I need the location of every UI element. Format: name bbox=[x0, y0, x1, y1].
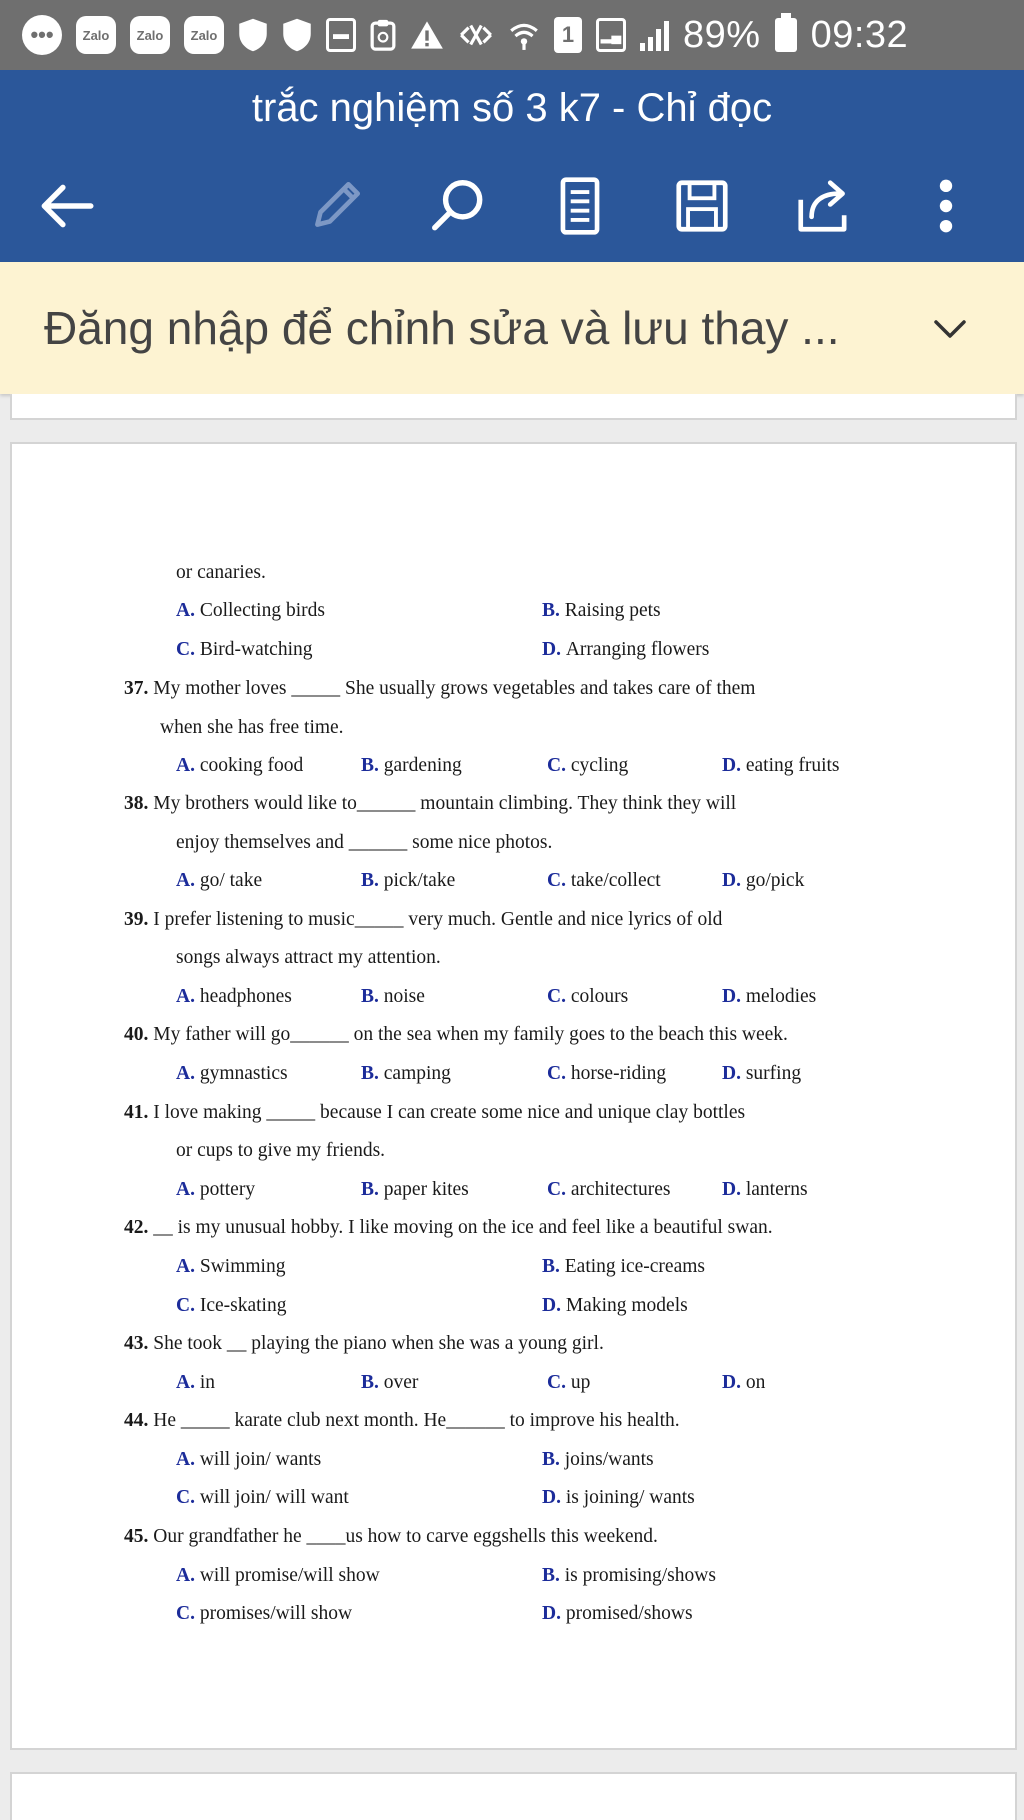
warning-icon bbox=[410, 19, 444, 51]
option-text: colours bbox=[570, 986, 629, 1007]
option-letter: C. bbox=[547, 986, 571, 1007]
question-line bbox=[124, 1218, 773, 1238]
option-text: Making models bbox=[565, 1295, 688, 1316]
option-letter: B. bbox=[542, 1565, 565, 1586]
option-letter: A. bbox=[176, 1372, 200, 1393]
wifi-icon bbox=[508, 19, 540, 51]
zalo-icon: Zalo bbox=[184, 16, 224, 54]
question-line bbox=[124, 1411, 680, 1431]
answer-option bbox=[176, 1180, 255, 1200]
question-continuation: songs always attract my attention. bbox=[176, 947, 441, 968]
pencil-icon bbox=[305, 175, 367, 237]
share-button[interactable] bbox=[774, 156, 874, 256]
option-letter: B. bbox=[361, 755, 384, 776]
answer-option bbox=[176, 1604, 352, 1624]
shield-icon bbox=[238, 17, 268, 53]
option-letter: A. bbox=[176, 1179, 200, 1200]
question-number: 45. bbox=[124, 1526, 154, 1547]
reading-mode-button[interactable] bbox=[530, 156, 630, 256]
answer-option bbox=[542, 1257, 705, 1277]
battery-percent: 89% bbox=[683, 13, 761, 56]
clipboard-icon bbox=[370, 18, 396, 52]
zalo-icon: Zalo bbox=[130, 16, 170, 54]
answer-option bbox=[176, 601, 325, 621]
chat-bubble-icon: ••• bbox=[22, 15, 62, 55]
question-continuation: enjoy themselves and ______ some nice photos. bbox=[176, 832, 553, 853]
option-text: over bbox=[383, 1372, 419, 1393]
answer-option bbox=[542, 1450, 654, 1470]
option-text: Ice-skating bbox=[199, 1295, 287, 1316]
option-text: pottery bbox=[199, 1179, 256, 1200]
answer-option bbox=[176, 1296, 286, 1316]
option-letter: D. bbox=[722, 1372, 746, 1393]
question-number: 44. bbox=[124, 1410, 154, 1431]
reading-mode-icon bbox=[549, 175, 611, 237]
document-page[interactable] bbox=[10, 442, 1017, 1750]
option-text: in bbox=[199, 1372, 216, 1393]
question-line bbox=[124, 1103, 745, 1123]
option-letter: A. bbox=[176, 1063, 200, 1084]
question-continuation: or cups to give my friends. bbox=[176, 1140, 386, 1161]
answer-option bbox=[176, 640, 312, 660]
option-text: gardening bbox=[383, 755, 462, 776]
app-header bbox=[0, 70, 1024, 262]
question-line bbox=[124, 794, 736, 814]
answer-option bbox=[361, 871, 455, 891]
search-button[interactable] bbox=[408, 156, 508, 256]
answer-option bbox=[176, 1064, 288, 1084]
answer-option bbox=[547, 1373, 590, 1393]
option-text: promises/will show bbox=[199, 1603, 353, 1624]
answer-option bbox=[176, 1450, 321, 1470]
option-letter: A. bbox=[176, 1256, 200, 1277]
option-text: Raising pets bbox=[564, 600, 661, 621]
option-text: paper kites bbox=[383, 1179, 469, 1200]
answer-option bbox=[542, 601, 661, 621]
question-text: I love making _____ because I can create some nice and unique clay bottles bbox=[153, 1102, 746, 1123]
option-letter: C. bbox=[547, 755, 571, 776]
question-text: My brothers would like to______ mountain climbing. They think they will bbox=[153, 793, 737, 814]
next-page-edge bbox=[10, 1772, 1017, 1820]
option-text: architectures bbox=[570, 1179, 671, 1200]
question-number: 37. bbox=[124, 678, 154, 699]
option-letter: C. bbox=[547, 1372, 571, 1393]
expand-banner-button[interactable] bbox=[920, 298, 980, 358]
question-text: My father will go______ on the sea when my family goes to the beach this week. bbox=[153, 1024, 788, 1045]
option-text: horse-riding bbox=[570, 1063, 667, 1084]
option-text: Arranging flowers bbox=[565, 639, 710, 660]
option-letter: B. bbox=[361, 1063, 384, 1084]
question-number: 40. bbox=[124, 1024, 154, 1045]
answer-option bbox=[542, 1488, 695, 1508]
answer-option bbox=[361, 987, 425, 1007]
question-text: Our grandfather he ____us how to carve eggshells this weekend. bbox=[153, 1526, 658, 1547]
answer-option bbox=[722, 987, 816, 1007]
option-letter: B. bbox=[361, 870, 384, 891]
save-icon bbox=[671, 175, 733, 237]
option-text: on bbox=[745, 1372, 766, 1393]
question-number: 43. bbox=[124, 1333, 154, 1354]
answer-option bbox=[722, 1180, 808, 1200]
option-text: Collecting birds bbox=[199, 600, 325, 621]
answer-option bbox=[722, 871, 804, 891]
question-number: 42. bbox=[124, 1217, 154, 1238]
option-text: surfing bbox=[745, 1063, 802, 1084]
question-number: 38. bbox=[124, 793, 154, 814]
answer-option bbox=[547, 1064, 666, 1084]
option-text: go/ take bbox=[199, 870, 263, 891]
status-bar bbox=[0, 0, 1024, 70]
option-text: cycling bbox=[570, 755, 629, 776]
option-text: Bird-watching bbox=[199, 639, 313, 660]
option-letter: B. bbox=[361, 1179, 384, 1200]
question-continuation: when she has free time. bbox=[160, 717, 344, 738]
question-line bbox=[124, 1334, 604, 1354]
option-text: is joining/ wants bbox=[565, 1487, 695, 1508]
previous-page-edge bbox=[10, 394, 1017, 420]
option-letter: A. bbox=[176, 986, 200, 1007]
signin-banner[interactable] bbox=[0, 262, 1024, 394]
option-letter: A. bbox=[176, 1449, 200, 1470]
option-text: pick/take bbox=[383, 870, 456, 891]
answer-option bbox=[176, 1488, 349, 1508]
option-letter: D. bbox=[722, 1179, 746, 1200]
option-letter: C. bbox=[547, 870, 571, 891]
option-text: will join/ will want bbox=[199, 1487, 349, 1508]
question-line bbox=[124, 1025, 788, 1045]
option-letter: C. bbox=[176, 639, 200, 660]
answer-option bbox=[542, 640, 709, 660]
option-text: cooking food bbox=[199, 755, 304, 776]
option-text: will join/ wants bbox=[199, 1449, 322, 1470]
back-button[interactable] bbox=[16, 156, 116, 256]
answer-option bbox=[361, 1180, 469, 1200]
option-letter: D. bbox=[722, 755, 746, 776]
answer-option bbox=[547, 987, 628, 1007]
option-letter: D. bbox=[542, 1603, 566, 1624]
question-text: My mother loves _____ She usually grows vegetables and takes care of them bbox=[153, 678, 756, 699]
image-icon: ▬ bbox=[326, 18, 356, 52]
answer-option bbox=[722, 1064, 801, 1084]
signal-icon: ▂▄ bbox=[596, 18, 626, 52]
signal-icon bbox=[640, 19, 669, 51]
edit-button[interactable] bbox=[286, 156, 386, 256]
signin-banner-text: Đăng nhập để chỉnh sửa và lưu thay ... bbox=[44, 302, 840, 354]
sim-icon: 1 bbox=[554, 17, 582, 53]
answer-option bbox=[176, 1566, 380, 1586]
option-letter: A. bbox=[176, 870, 200, 891]
option-text: take/collect bbox=[570, 870, 661, 891]
option-text: go/pick bbox=[745, 870, 805, 891]
answer-option bbox=[542, 1604, 693, 1624]
option-text: melodies bbox=[745, 986, 817, 1007]
more-vert-icon bbox=[915, 175, 977, 237]
more-options-button[interactable] bbox=[896, 156, 996, 256]
answer-option bbox=[176, 871, 262, 891]
answer-option bbox=[361, 1064, 451, 1084]
answer-option bbox=[176, 1257, 285, 1277]
answer-option bbox=[547, 871, 661, 891]
question-text: I prefer listening to music_____ very much. Gentle and nice lyrics of old bbox=[153, 909, 723, 930]
answer-option bbox=[361, 1373, 418, 1393]
option-letter: A. bbox=[176, 1565, 200, 1586]
search-icon bbox=[427, 175, 489, 237]
question-text: He _____ karate club next month. He______ to improve his health. bbox=[153, 1410, 680, 1431]
question-text: __ is my unusual hobby. I like moving on the ice and feel like a beautiful swan. bbox=[153, 1217, 773, 1238]
option-letter: C. bbox=[176, 1603, 200, 1624]
answer-option bbox=[722, 756, 840, 776]
toolbar bbox=[0, 156, 1024, 256]
option-text: joins/wants bbox=[564, 1449, 654, 1470]
option-letter: C. bbox=[176, 1295, 200, 1316]
answer-option bbox=[176, 1373, 215, 1393]
question-number: 41. bbox=[124, 1102, 154, 1123]
option-letter: B. bbox=[542, 1449, 565, 1470]
option-letter: A. bbox=[176, 755, 200, 776]
option-letter: A. bbox=[176, 600, 200, 621]
option-text: gymnastics bbox=[199, 1063, 288, 1084]
question-line bbox=[124, 1527, 658, 1547]
option-text: is promising/shows bbox=[564, 1565, 716, 1586]
option-letter: B. bbox=[542, 1256, 565, 1277]
question-text: She took __ playing the piano when she was a young girl. bbox=[153, 1333, 604, 1354]
option-letter: C. bbox=[547, 1063, 571, 1084]
option-text: eating fruits bbox=[745, 755, 840, 776]
option-text: up bbox=[570, 1372, 591, 1393]
option-text: promised/shows bbox=[565, 1603, 693, 1624]
option-letter: B. bbox=[542, 600, 565, 621]
option-text: Eating ice-creams bbox=[564, 1256, 705, 1277]
option-text: will promise/will show bbox=[199, 1565, 380, 1586]
option-letter: C. bbox=[176, 1487, 200, 1508]
question-line bbox=[124, 910, 722, 930]
clock: 09:32 bbox=[810, 13, 909, 56]
option-text: camping bbox=[383, 1063, 451, 1084]
save-button[interactable] bbox=[652, 156, 752, 256]
question-continuation: or canaries. bbox=[176, 562, 266, 583]
option-letter: D. bbox=[722, 1063, 746, 1084]
answer-option bbox=[176, 987, 292, 1007]
document-title: trắc nghiệm số 3 k7 - Chỉ đọc bbox=[251, 86, 773, 130]
option-letter: B. bbox=[361, 1372, 384, 1393]
chevron-down-icon bbox=[930, 308, 970, 348]
option-text: lanterns bbox=[745, 1179, 808, 1200]
answer-option bbox=[547, 756, 628, 776]
option-letter: D. bbox=[542, 1295, 566, 1316]
zalo-icon: Zalo bbox=[76, 16, 116, 54]
option-letter: B. bbox=[361, 986, 384, 1007]
option-letter: D. bbox=[542, 1487, 566, 1508]
answer-option bbox=[542, 1566, 716, 1586]
option-text: Swimming bbox=[199, 1256, 286, 1277]
option-letter: D. bbox=[722, 986, 746, 1007]
shield-icon bbox=[282, 17, 312, 53]
option-letter: C. bbox=[547, 1179, 571, 1200]
answer-option bbox=[542, 1296, 688, 1316]
option-text: headphones bbox=[199, 986, 292, 1007]
option-text: noise bbox=[383, 986, 425, 1007]
answer-option bbox=[361, 756, 462, 776]
nfc-icon bbox=[458, 19, 494, 51]
answer-option bbox=[547, 1180, 670, 1200]
option-letter: D. bbox=[722, 870, 746, 891]
option-letter: D. bbox=[542, 639, 566, 660]
answer-option bbox=[176, 756, 303, 776]
answer-option bbox=[722, 1373, 765, 1393]
battery-icon bbox=[775, 18, 797, 52]
share-icon bbox=[793, 175, 855, 237]
question-line bbox=[124, 679, 755, 699]
back-arrow-icon bbox=[35, 175, 97, 237]
question-number: 39. bbox=[124, 909, 154, 930]
